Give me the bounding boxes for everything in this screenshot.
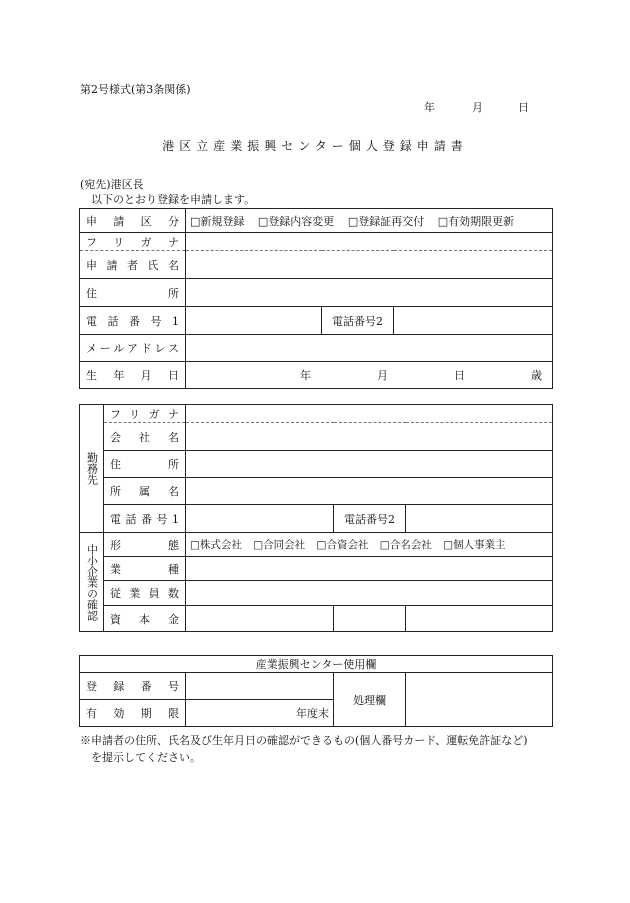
furigana-input[interactable] [186, 233, 553, 251]
notes [80, 732, 560, 766]
checkbox-sole-proprietor[interactable]: □個人事業主 [443, 539, 506, 551]
employees-label: 従業員数 [104, 581, 186, 606]
row-company-form [80, 533, 553, 557]
office-use-title: 産業振興センター使用欄 [80, 656, 553, 673]
date-year-label: 年 [424, 101, 435, 114]
department-label: 所属名 [104, 478, 186, 505]
phone2-input[interactable] [394, 307, 553, 335]
checkbox-change[interactable]: □登録内容変更 [257, 214, 335, 228]
checkbox-kabushiki[interactable]: □株式会社 [190, 539, 242, 551]
row-company [80, 423, 553, 451]
workplace-table [79, 404, 553, 632]
applicant-table [79, 208, 553, 389]
note-line-1: ※申請者の住所、氏名及び生年月日の確認ができるもの(個人番号カード、運転免許証など) [80, 734, 528, 747]
capital-extra-1[interactable] [334, 606, 406, 632]
row-address [80, 279, 553, 307]
row-reg-no [80, 673, 553, 700]
work-furigana-input[interactable] [186, 405, 553, 423]
work-furigana-label: フリガナ [104, 405, 186, 423]
workplace-section-label: 勤務先 [80, 405, 104, 533]
address-label: 住所 [80, 279, 186, 307]
work-phone2-label: 電話番号2 [334, 505, 406, 533]
work-phone1-input[interactable] [186, 505, 334, 533]
birth-day-label: 日 [454, 369, 465, 382]
checkbox-gomei[interactable]: □合名会社 [379, 539, 432, 551]
email-label: メールアドレス [80, 335, 186, 362]
phone2-label: 電話番号2 [322, 307, 394, 335]
date-day-label: 日 [518, 101, 529, 114]
work-address-input[interactable] [186, 451, 553, 478]
intro-text: 以下のとおり登録を申請します。 [91, 193, 256, 206]
form-label: 形態 [104, 533, 186, 557]
date-month-label: 月 [472, 101, 483, 114]
birth-month-label: 月 [377, 369, 388, 382]
capital-input[interactable] [186, 606, 334, 632]
note-line-2: を提示してください。 [91, 751, 201, 764]
row-work-furigana [80, 405, 553, 423]
reg-no-label: 登録番号 [80, 673, 186, 700]
processing-input[interactable] [406, 673, 553, 727]
work-phone2-input[interactable] [406, 505, 553, 533]
furigana-label: フリガナ [80, 233, 186, 251]
fiscal-end-label: 年度末 [186, 700, 334, 727]
row-furigana [80, 233, 553, 251]
employees-input[interactable] [186, 581, 553, 606]
row-work-address [80, 451, 553, 478]
row-industry [80, 557, 553, 581]
name-input[interactable] [186, 251, 553, 279]
department-input[interactable] [186, 478, 553, 505]
sme-section-label: 中小企業の確認 [80, 533, 104, 632]
row-phone [80, 307, 553, 335]
addressee: (宛先)港区長 [80, 178, 144, 191]
capital-extra-2[interactable] [406, 606, 553, 632]
page-title: 港区立産業振興センター個人登録申請書 [162, 139, 468, 153]
industry-input[interactable] [186, 557, 553, 581]
phone1-input[interactable] [186, 307, 322, 335]
birth-year-label: 年 [300, 369, 311, 382]
row-birth [80, 362, 553, 389]
industry-label: 業種 [104, 557, 186, 581]
category-label: 申請区分 [80, 209, 186, 233]
checkbox-reissue[interactable]: □登録証再交付 [347, 214, 425, 228]
row-email [80, 335, 553, 362]
office-use-table [79, 655, 553, 727]
row-capital [80, 606, 553, 632]
company-input[interactable] [186, 423, 553, 451]
row-department [80, 478, 553, 505]
form-options [186, 533, 553, 557]
address-input[interactable] [186, 279, 553, 307]
checkbox-godo[interactable]: □合同会社 [253, 539, 306, 551]
birth-input[interactable] [186, 362, 553, 389]
capital-label: 資本金 [104, 606, 186, 632]
work-address-label: 住所 [104, 451, 186, 478]
reg-no-input[interactable] [186, 673, 334, 700]
checkbox-renewal[interactable]: □有効期限更新 [437, 214, 515, 228]
company-label: 会社名 [104, 423, 186, 451]
processing-label: 処理欄 [334, 673, 406, 727]
row-office-title [80, 656, 553, 673]
email-input[interactable] [186, 335, 553, 362]
phone1-label: 電話番号1 [80, 307, 186, 335]
valid-label: 有効期限 [80, 700, 186, 727]
row-employees [80, 581, 553, 606]
checkbox-goshi[interactable]: □合資会社 [316, 539, 369, 551]
row-category [80, 209, 553, 233]
form-number: 第2号様式(第3条関係) [80, 83, 191, 96]
row-name [80, 251, 553, 279]
category-options [186, 209, 553, 233]
name-label: 申請者氏名 [80, 251, 186, 279]
birth-age-label: 歳 [531, 369, 542, 382]
checkbox-new[interactable]: □新規登録 [190, 214, 245, 228]
birth-label: 生年月日 [80, 362, 186, 389]
row-work-phone [80, 505, 553, 533]
work-phone1-label: 電話番号1 [104, 505, 186, 533]
